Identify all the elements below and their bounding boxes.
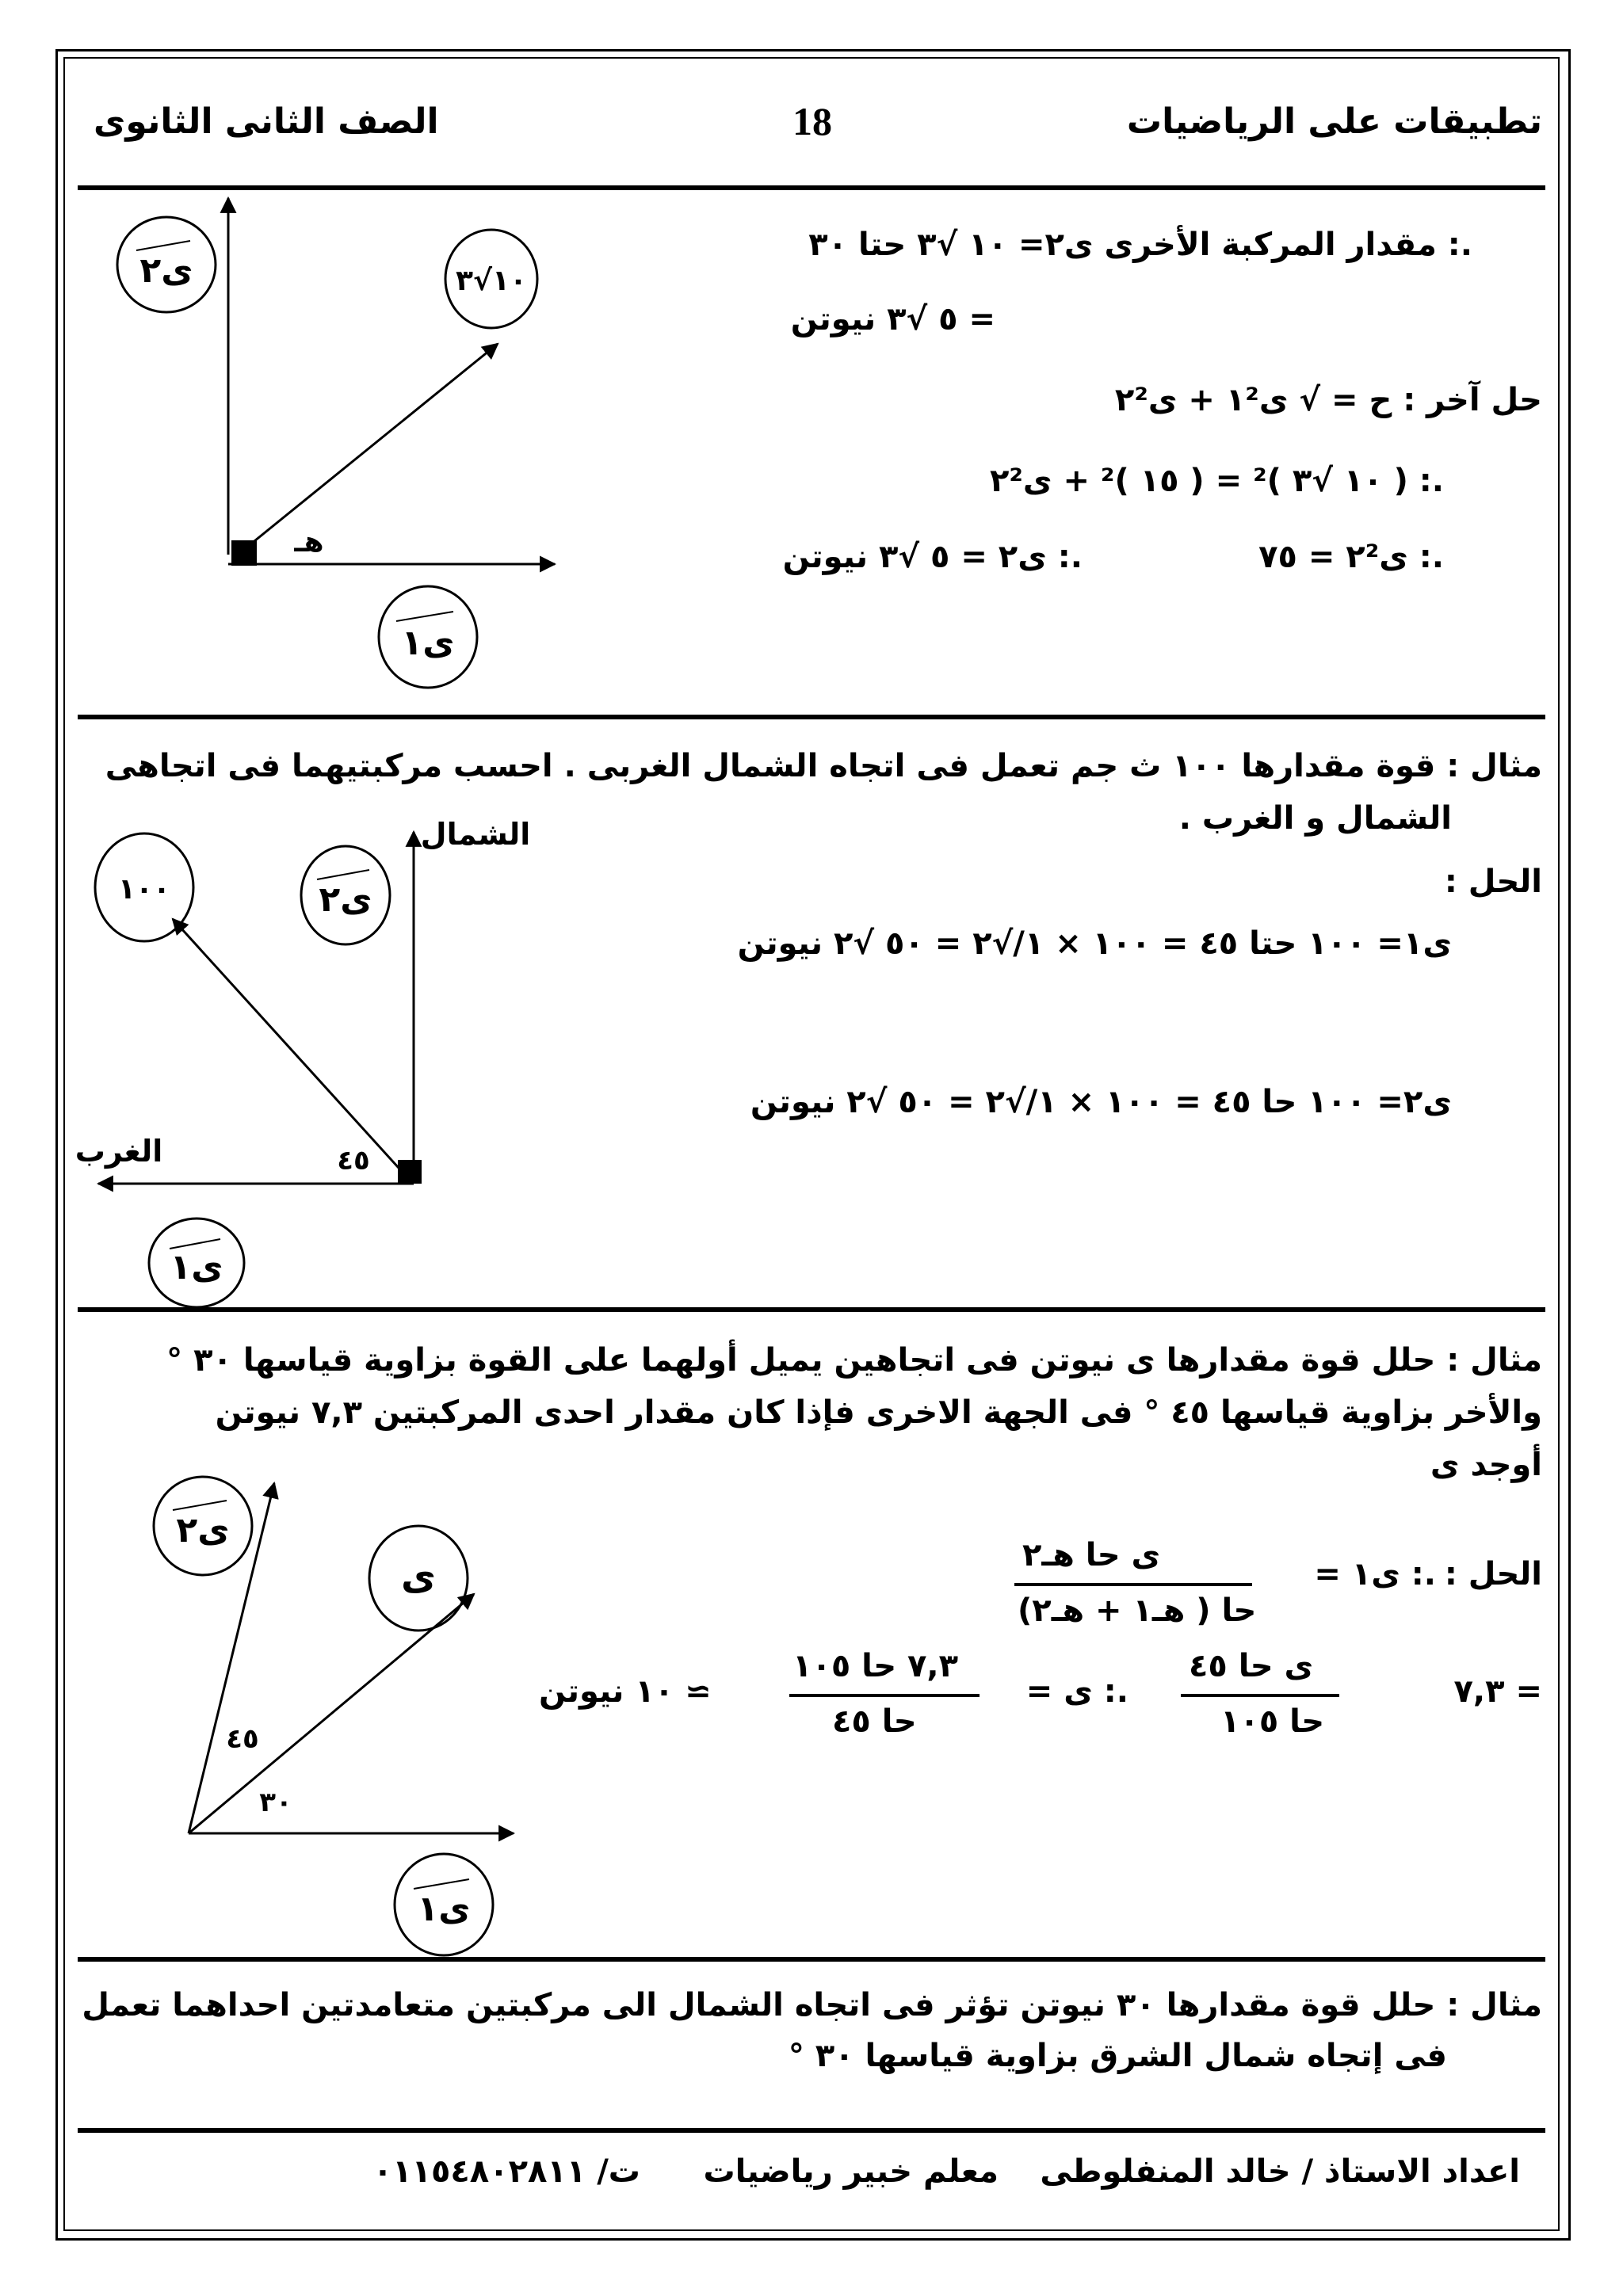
divider bbox=[78, 1957, 1545, 1962]
s2-eq1: ى١= ١٠٠ حتا ٤٥ = ١٠٠ × ١/√٢ = ٥٠ √٢ نيوتن bbox=[737, 925, 1452, 962]
s2-label-west: الغرب bbox=[74, 1134, 163, 1169]
s3-label-f2: ى٢ bbox=[176, 1510, 230, 1550]
s3-eq2-a: ٧,٣ = bbox=[1453, 1673, 1542, 1710]
s3-angle2: ٣٠ bbox=[259, 1787, 292, 1818]
s3-solution-label: الحل : bbox=[1444, 1556, 1542, 1592]
s2-label-f1: ى١ bbox=[170, 1247, 223, 1287]
header-left-title: الصف الثانى الثانوى bbox=[94, 101, 439, 142]
s1-line5b: .: ى٢ = ٥ √٣ نيوتن bbox=[782, 539, 1083, 575]
s1-line4: .: ( ١٠ √٣ )² = ( ١٥ )² + ى٢² bbox=[989, 463, 1444, 499]
header-right-title: تطبيقات على الرياضيات bbox=[1126, 101, 1542, 142]
s1-line3: حل آخر : ح = √ ى١² + ى٢² bbox=[1114, 382, 1542, 418]
s1-angle-label: هـ bbox=[294, 526, 324, 559]
s3-eq1-den: حا ( هـ١ + هـ٢) bbox=[1018, 1592, 1257, 1629]
s3-eq2-num: ى حا ٤٥ bbox=[1189, 1648, 1314, 1684]
s1-line2: = ٥ √٣ نيوتن bbox=[790, 301, 995, 338]
s3-line2: والأخر بزاوية قياسها ٤٥ ° فى الجهة الاخرى فإذا كان مقدار احدى المركبتين ٧,٣ نيوتن bbox=[215, 1394, 1542, 1431]
s2-label-force: ١٠٠ bbox=[118, 873, 170, 906]
s3-label-f1: ى١ bbox=[417, 1889, 471, 1929]
s1-label-resultant: ١٠√٣ bbox=[456, 265, 527, 297]
s2-angle-label: ٤٥ bbox=[337, 1145, 370, 1177]
s1-line5a: .: ى٢² = ٧٥ bbox=[1258, 539, 1444, 575]
s3-line3: أوجد ى bbox=[1430, 1447, 1542, 1483]
s1-label-f1: ى١ bbox=[401, 623, 455, 663]
s3-eq2-den: حا ١٠٥ bbox=[1220, 1703, 1325, 1740]
divider bbox=[78, 2128, 1545, 2133]
s3-angle1: ٤٥ bbox=[226, 1723, 259, 1755]
s3-label-f: ى bbox=[401, 1554, 436, 1599]
s2-solution-label: الحل : bbox=[1444, 864, 1542, 900]
s3-eq2-den2: حا ٤٥ bbox=[832, 1703, 917, 1740]
footer-author: اعداد الاستاذ / خالد المنفلوطى bbox=[1040, 2153, 1520, 2190]
s1-label-f2: ى٢ bbox=[139, 250, 193, 291]
s4-line2: فى إتجاه شمال الشرق بزاوية قياسها ٣٠ ° bbox=[788, 2038, 1447, 2074]
s2-line2: الشمال و الغرب . bbox=[1178, 800, 1452, 837]
page-number: 18 bbox=[792, 99, 832, 143]
s2-label-north: الشمال bbox=[420, 817, 531, 852]
footer-phone: ت/ ٠١١٥٤٨٠٢٨١١ bbox=[372, 2153, 640, 2190]
footer-role: معلم خبير رياضيات bbox=[703, 2153, 999, 2190]
s4-line1: مثال : حلل قوة مقدارها ٣٠ نيوتن تؤثر فى اتجاه الشمال الى مركبتين متعامدتين احداهما تعمل bbox=[82, 1987, 1542, 2023]
s2-eq2: ى٢= ١٠٠ حا ٤٥ = ١٠٠ × ١/√٢ = ٥٠ √٢ نيوتن bbox=[750, 1084, 1452, 1120]
s3-eq2-num2: ٧,٣ حا ١٠٥ bbox=[792, 1648, 958, 1684]
s3-eq2-b: .: ى = bbox=[1025, 1673, 1128, 1710]
s3-line1: مثال : حلل قوة مقدارها ى نيوتن فى اتجاهين يميل أولهما على القوة بزاوية قياسها ٣٠ ° bbox=[166, 1342, 1542, 1379]
s1-line1: .: مقدار المركبة الأخرى ى٢= ١٠ √٣ حتا ٣٠ bbox=[808, 227, 1472, 263]
s2-line1: مثال : قوة مقدارها ١٠٠ ث جم تعمل فى اتجاه الشمال الغربى . احسب مركبتيهما فى اتجاهى bbox=[105, 748, 1542, 784]
s3-eq1-lhs: .: ى١ = bbox=[1314, 1556, 1436, 1592]
s2-label-f2: ى٢ bbox=[319, 879, 372, 920]
s3-eq1-num: ى حا هـ٢ bbox=[1022, 1537, 1161, 1573]
s3-eq2-c: ≃ ١٠ نيوتن bbox=[539, 1673, 712, 1710]
